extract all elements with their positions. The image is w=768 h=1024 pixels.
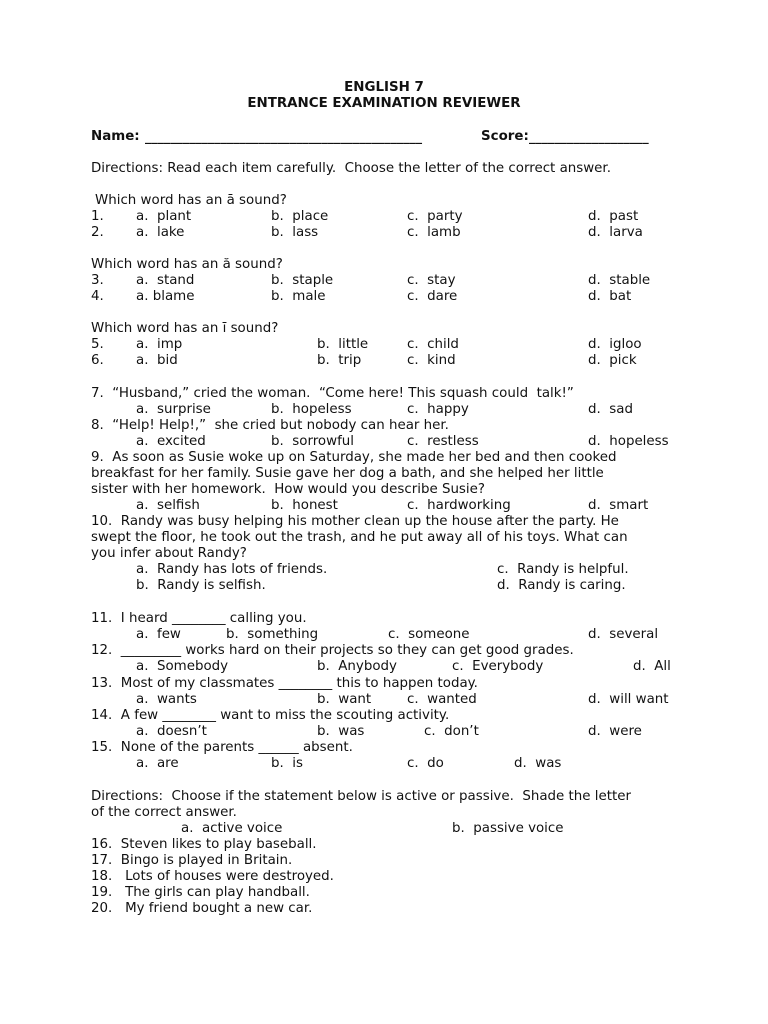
choice-d: d. All — [633, 659, 671, 674]
item-number: 5. — [91, 337, 104, 352]
choice-b: b. hopeless — [271, 402, 352, 417]
question-stem: 8. “Help! Help!,” she cried but nobody can hear her. — [91, 418, 449, 433]
option-active-voice: a. active voice — [181, 821, 283, 836]
section-question: Which word has an ī sound? — [91, 321, 279, 336]
choice-b: b. sorrowful — [271, 434, 354, 449]
choice-a: a. selfish — [136, 498, 200, 513]
choice-c: c. hardworking — [407, 498, 511, 513]
choice-a: a. stand — [136, 273, 195, 288]
title-exam: ENTRANCE EXAMINATION REVIEWER — [247, 96, 521, 111]
question-stem-line: sister with her homework. How would you describe Susie? — [91, 482, 485, 497]
choice-d: d. smart — [588, 498, 649, 513]
item-number: 6. — [91, 353, 104, 368]
choice-d: d. sad — [588, 402, 633, 417]
title-subject: ENGLISH 7 — [344, 80, 424, 95]
choice-c: c. dare — [407, 289, 458, 304]
question-stem: 11. I heard ________ calling you. — [91, 611, 307, 626]
option-passive-voice: b. passive voice — [452, 821, 564, 836]
choice-c: c. party — [407, 209, 463, 224]
choice-b: b. Anybody — [317, 659, 397, 674]
choice-c: c. Randy is helpful. — [497, 562, 629, 577]
question-stem: 15. None of the parents ______ absent. — [91, 740, 353, 755]
directions-2-line: Directions: Choose if the statement below is active or passive. Shade the letter — [91, 789, 631, 804]
choice-d: d. were — [588, 724, 642, 739]
choice-b: b. honest — [271, 498, 338, 513]
statement: 18. Lots of houses were destroyed. — [91, 869, 334, 884]
choice-b: b. Randy is selfish. — [136, 578, 266, 593]
choice-c: c. someone — [388, 627, 470, 642]
choice-a: a. are — [136, 756, 179, 771]
section-question: Which word has an ă sound? — [91, 257, 283, 272]
question-stem: 14. A few ________ want to miss the scouting activity. — [91, 708, 450, 723]
choice-a: a. surprise — [136, 402, 211, 417]
choice-c: c. don’t — [424, 724, 479, 739]
choice-c: c. do — [407, 756, 444, 771]
choice-b: b. little — [317, 337, 369, 352]
choice-c: c. happy — [407, 402, 469, 417]
choice-b: b. was — [317, 724, 365, 739]
score-label: Score: — [481, 129, 529, 144]
choice-c: c. restless — [407, 434, 479, 449]
statement: 19. The girls can play handball. — [91, 885, 310, 900]
item-number: 2. — [91, 225, 104, 240]
name-blank: ____________________________________________ — [145, 129, 423, 144]
choice-a: a. excited — [136, 434, 206, 449]
choice-d: d. will want — [588, 692, 669, 707]
choice-d: d. Randy is caring. — [497, 578, 626, 593]
directions-1: Directions: Read each item carefully. Choose the letter of the correct answer. — [91, 161, 611, 176]
choice-b: b. trip — [317, 353, 362, 368]
choice-d: d. was — [514, 756, 562, 771]
choice-d: d. hopeless — [588, 434, 669, 449]
question-stem-line: 10. Randy was busy helping his mother clean up the house after the party. He — [91, 514, 619, 529]
choice-a: a. imp — [136, 337, 183, 352]
choice-b: b. something — [226, 627, 319, 642]
item-number: 1. — [91, 209, 104, 224]
item-number: 3. — [91, 273, 104, 288]
statement: 17. Bingo is played in Britain. — [91, 853, 293, 868]
choice-d: d. pick — [588, 353, 637, 368]
choice-a: a. few — [136, 627, 181, 642]
choice-a: a. wants — [136, 692, 197, 707]
question-stem-line: swept the floor, he took out the trash, and he put away all of his toys. What can — [91, 530, 628, 545]
choice-d: d. larva — [588, 225, 643, 240]
choice-a: a. lake — [136, 225, 185, 240]
choice-c: c. kind — [407, 353, 456, 368]
choice-a: a. Somebody — [136, 659, 229, 674]
directions-2-line: of the correct answer. — [91, 805, 237, 820]
choice-a: a. Randy has lots of friends. — [136, 562, 328, 577]
statement: 16. Steven likes to play baseball. — [91, 837, 317, 852]
choice-b: b. is — [271, 756, 303, 771]
choice-a: a. doesn’t — [136, 724, 207, 739]
choice-d: d. igloo — [588, 337, 642, 352]
statement: 20. My friend bought a new car. — [91, 901, 313, 916]
score-blank: ___________________ — [529, 129, 649, 144]
choice-c: c. wanted — [407, 692, 477, 707]
choice-c: c. stay — [407, 273, 456, 288]
choice-d: d. several — [588, 627, 659, 642]
item-number: 4. — [91, 289, 104, 304]
question-stem: 12. _________ works hard on their projects so they can get good grades. — [91, 643, 574, 658]
choice-a: a. bid — [136, 353, 178, 368]
question-stem-line: you infer about Randy? — [91, 546, 247, 561]
choice-b: b. staple — [271, 273, 334, 288]
choice-b: b. male — [271, 289, 326, 304]
choice-d: d. bat — [588, 289, 632, 304]
question-stem: 7. “Husband,” cried the woman. “Come here! This squash could talk!” — [91, 386, 574, 401]
choice-c: c. Everybody — [452, 659, 544, 674]
choice-a: a. plant — [136, 209, 192, 224]
choice-b: b. want — [317, 692, 372, 707]
question-stem-line: 9. As soon as Susie woke up on Saturday, she made her bed and then cooked — [91, 450, 617, 465]
choice-b: b. place — [271, 209, 329, 224]
choice-d: d. stable — [588, 273, 651, 288]
name-label: Name: — [91, 129, 140, 144]
choice-d: d. past — [588, 209, 639, 224]
choice-b: b. lass — [271, 225, 319, 240]
section-question: Which word has an ā sound? — [95, 193, 287, 208]
question-stem: 13. Most of my classmates ________ this to happen today. — [91, 676, 478, 691]
question-stem-line: breakfast for her family. Susie gave her dog a bath, and she helped her little — [91, 466, 604, 481]
choice-a: a. blame — [136, 289, 195, 304]
choice-c: c. child — [407, 337, 459, 352]
choice-c: c. lamb — [407, 225, 461, 240]
